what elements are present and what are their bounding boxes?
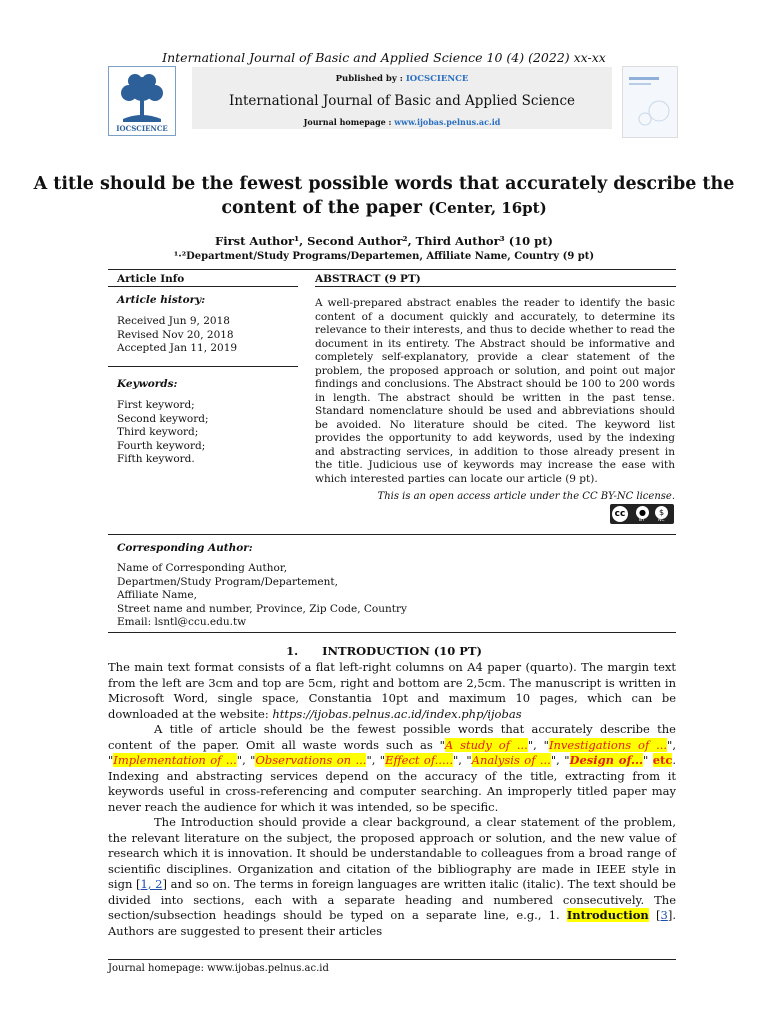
cc-by-label: BY [639,518,645,523]
nc-dollar-icon: $ [655,506,668,519]
website-link[interactable]: https://ijobas.pelnus.ac.id/index.php/ijobas [272,706,522,721]
introduction-body [108,660,676,939]
divider [108,632,676,633]
corresponding-name: Name of Corresponding Author, [117,562,288,574]
keyword-item: First keyword; [117,399,195,411]
logo-text: IOCSCIENCE [116,124,168,133]
corresponding-address: Street name and number, Province, Zip Code, Country [117,602,407,615]
introduction-heading: 1. INTRODUCTION (10 PT) [286,644,482,658]
footer: Journal homepage: www.ijobas.pelnus.ac.id [108,963,329,974]
highlighted-introduction: Introduction [566,908,649,922]
keyword-item: Third keyword; [117,426,199,438]
keyword-item: Second keyword; [117,412,209,425]
article-history-heading: Article history: [117,294,206,306]
divider [108,366,298,367]
citation-link[interactable]: 3 [660,908,668,922]
divider [315,286,676,287]
corresponding-details [117,562,517,630]
homepage-link[interactable]: www.ijobas.pelnus.ac.id [394,117,501,127]
keyword-item: Fourth keyword; [117,439,206,452]
affiliation: ¹·²Department/Study Programs/Departemen, Affiliate Name, Country (9 pt) [173,251,595,262]
journal-name: International Journal of Basic and Applied Science [228,93,575,109]
divider [108,286,298,287]
author-list: First Author¹, Second Author², Third Author³ (10 pt) [215,234,553,248]
title-note: (Center, 16pt) [428,199,547,217]
article-history [117,315,297,356]
journal-header [108,66,676,138]
publisher-name: IOCSCIENCE [405,74,469,84]
abstract-heading: ABSTRACT (9 PT) [315,273,421,285]
history-revised: Revised Nov 20, 2018 [117,328,234,341]
corresponding-heading: Corresponding Author: [117,542,253,554]
intro-paragraph-2: A title of article should be the fewest possible words that accurately describe the content of the paper. Omit all waste words such as "A study of ...", "Investigations of ...", "Implementation of ...", "Observations on ...", "Effect of.....", "Analysis of ...", "Design of..." etc. Indexing and abstracting services depend on the accuracy of the title, extracting from it keywords useful in cross-referencing and computer searching. An improperly titled paper may never reach the audience for which it was intended, so be specific. [108,722,677,814]
cc-nc-label: NC [658,518,665,523]
paper-title: A title should be the fewest possible words that accurately describe the content of the paper (Center, 16pt) [33,174,735,218]
history-accepted: Accepted Jan 11, 2019 [117,342,238,354]
journal-citation: International Journal of Basic and Applied Science 10 (4) (2022) xx-xx [162,50,606,65]
corresponding-email[interactable]: Email: lsntl@ccu.edu.tw [117,616,247,628]
cc-icon: cc [612,506,628,522]
divider [108,534,676,535]
iocscience-logo [108,66,176,136]
by-person-icon: ● [636,506,649,519]
journal-homepage: Journal homepage : www.ijobas.pelnus.ac.id [303,117,501,127]
intro-paragraph-3: The Introduction should provide a clear background, a clear statement of the problem, the relevant literature on the subject, the proposed approach or solution, and the new value of research which it is innovation. It should be understandable to colleagues from a broad range of scientific disciplines. Organization and citation of the bibliography are made in IEEE style in sign [1, 2] and so on. The terms in foreign languages are written italic (italic). The text should be divided into sections, each with a separate heading and numbered consecutively. The section/subsection headings should be typed on a separate line, e.g., 1. Introduction [3]. Authors are suggested to present their articles [108,815,676,938]
keywords-heading: Keywords: [117,378,178,390]
published-by: Published by : IOCSCIENCE [335,74,469,84]
history-received: Received Jun 9, 2018 [117,315,230,327]
citation-link[interactable]: 1, 2 [140,877,163,891]
license-note: This is an open access article under the CC BY-NC license. [377,491,675,502]
cc-by-nc-badge[interactable] [610,504,674,524]
header-center [192,67,612,129]
corresponding-affiliate: Affiliate Name, [117,589,197,601]
journal-cover-thumbnail [622,66,678,138]
divider [108,269,676,270]
keyword-item: Fifth keyword. [117,453,195,465]
intro-paragraph-1: The main text format consists of a flat left-right columns on A4 paper (quarto). The margin text from the left are 3cm and top are 5cm, right and bottom are 2,5cm. The manuscript is written in Microsoft Word, single space, Constantia 10pt and maximum 10 pages, which can be downloaded at the website: https://ijobas.pelnus.ac.id/index.php/ijobas [108,660,676,721]
abstract-text: A well-prepared abstract enables the reader to identify the basic content of a document quickly and accurately, to determine its relevance to their interests, and thus to decide whether to read the document in its entirety. The Abstract should be informative and completely self-explanatory, provide a clear statement of the problem, the proposed approach or solution, and point out major findings and conclusions. The Abstract should be 100 to 200 words in length. The abstract should be written in the past tense. Standard nomenclature should be used and abbreviations should be avoided. No literature should be cited. The keyword list provides the opportunity to add keywords, used by the indexing and abstracting services, in addition to those already present in the title. Judicious use of keywords may increase the ease with which interested parties can locate our article (9 pt). [315,297,675,485]
footer-link[interactable]: www.ijobas.pelnus.ac.id [207,963,329,974]
article-info-heading: Article Info [117,273,185,285]
keyword-list [117,399,297,467]
corresponding-dept: Departmen/Study Program/Departement, [117,575,338,588]
footer-divider [108,959,676,960]
